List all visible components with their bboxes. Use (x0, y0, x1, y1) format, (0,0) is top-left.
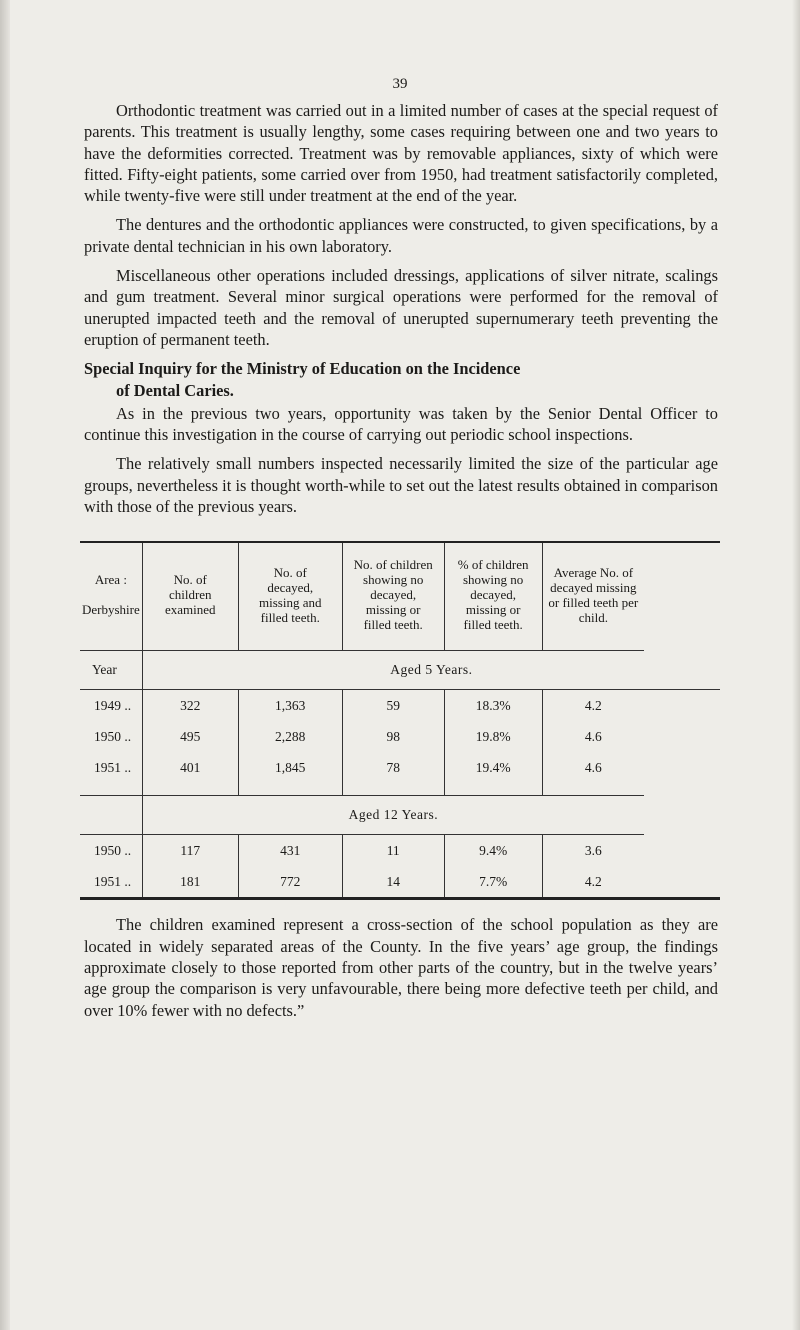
row-year: 1949 .. (94, 697, 132, 713)
year-label: Year (80, 651, 142, 690)
cell-no-decay: 14 (342, 866, 444, 899)
row-year: 1951 .. (94, 759, 132, 775)
table-spacer (80, 783, 720, 796)
row-year: 1950 .. (94, 842, 132, 858)
cell-examined: 322 (142, 690, 238, 722)
header-area (80, 542, 142, 651)
page-right-edge (792, 0, 800, 1330)
cell-average: 4.6 (542, 752, 644, 783)
cell-decayed: 772 (238, 866, 342, 899)
cell-average: 4.2 (542, 690, 644, 722)
row-year: 1950 .. (94, 728, 132, 744)
section-row-aged-12 (80, 796, 720, 835)
cell-percent: 9.4% (444, 835, 542, 867)
paragraph-dentures: The dentures and the orthodontic appliances were constructed, to given specifications, by a private dental technician in his own laboratory. (84, 215, 718, 256)
section-heading (84, 358, 718, 401)
cell-examined: 495 (142, 721, 238, 752)
table-header-row (80, 542, 720, 651)
section-label-aged-5: Aged 5 Years. (142, 651, 720, 690)
row-year: 1951 .. (94, 873, 132, 889)
header-percent: % of children showing no decayed, missing or filled teeth. (444, 542, 542, 651)
paragraph-numbers: The relatively small numbers inspected necessarily limited the size of the particular age groups, nevertheless it is thought worth-while to set out the latest results obtained in comparison with those of the previous years. (84, 454, 718, 517)
cell-examined: 117 (142, 835, 238, 867)
table-row (80, 752, 720, 783)
cell-percent: 7.7% (444, 866, 542, 899)
page-number: 39 (392, 76, 408, 92)
header-area-line2: Derbyshire (82, 602, 140, 618)
paragraph-miscellaneous: Miscellaneous other operations included dressings, applications of silver nitrate, scalings and gum treatment. Several minor surgical operations were performed for the removal of unerupted impacted teeth and the removal of unerupted supernumerary teeth preventing the eruption of permanent teeth. (84, 266, 718, 349)
cell-decayed: 1,363 (238, 690, 342, 722)
cell-decayed: 431 (238, 835, 342, 867)
section-heading-line2: of Dental Caries. (116, 380, 234, 400)
cell-average: 4.2 (542, 866, 644, 899)
section-heading-line1: Special Inquiry for the Ministry of Education on the Incidence (84, 359, 521, 379)
paragraph-conclusion: The children examined represent a cross-section of the school population as they are located in widely separated areas of the County. In the five years’ age group, the findings approximate closely to those reported from other parts of the country, but in the twelve years’ age group the comparison is very unfavourable, there being more defective teeth per child, and over 10% fewer with no defects.” (84, 915, 718, 1020)
section-row-aged-5 (80, 651, 720, 690)
cell-no-decay: 78 (342, 752, 444, 783)
cell-examined: 181 (142, 866, 238, 899)
cell-decayed: 1,845 (238, 752, 342, 783)
paragraph-orthodontic: Orthodontic treatment was carried out in a limited number of cases at the special request of parents. This treatment is usually lengthy, some cases requiring between one and two years to have the deformities corrected. Treatment was by removable appliances, sixty of which were fitted. Fifty-eight patients, some carried over from 1950, had treatment satisfactorily completed, while twenty-five were still under treatment at the end of the year. (84, 101, 718, 206)
cell-percent: 19.8% (444, 721, 542, 752)
table-row (80, 866, 720, 899)
cell-examined: 401 (142, 752, 238, 783)
header-no-decay: No. of children showing no decayed, missing or filled teeth. (342, 542, 444, 651)
page-left-edge (0, 0, 10, 1330)
cell-no-decay: 98 (342, 721, 444, 752)
section-label-aged-12: Aged 12 Years. (142, 796, 644, 835)
header-average: Average No. of decayed missing or filled teeth per child. (542, 542, 644, 651)
table-row (80, 835, 720, 867)
table-row (80, 721, 720, 752)
header-decayed: No. of decayed, missing and filled teeth. (238, 542, 342, 651)
cell-percent: 18.3% (444, 690, 542, 722)
cell-decayed: 2,288 (238, 721, 342, 752)
cell-no-decay: 11 (342, 835, 444, 867)
dental-caries-table (80, 541, 720, 900)
cell-percent: 19.4% (444, 752, 542, 783)
cell-average: 3.6 (542, 835, 644, 867)
header-area-line1: Area : (94, 572, 127, 588)
table-row (80, 690, 720, 722)
header-examined: No. of children examined (142, 542, 238, 651)
cell-no-decay: 59 (342, 690, 444, 722)
page-content (84, 100, 718, 1029)
cell-average: 4.6 (542, 721, 644, 752)
paragraph-inquiry: As in the previous two years, opportunity was taken by the Senior Dental Officer to continue this investigation in the course of carrying out periodic school inspections. (84, 403, 718, 445)
